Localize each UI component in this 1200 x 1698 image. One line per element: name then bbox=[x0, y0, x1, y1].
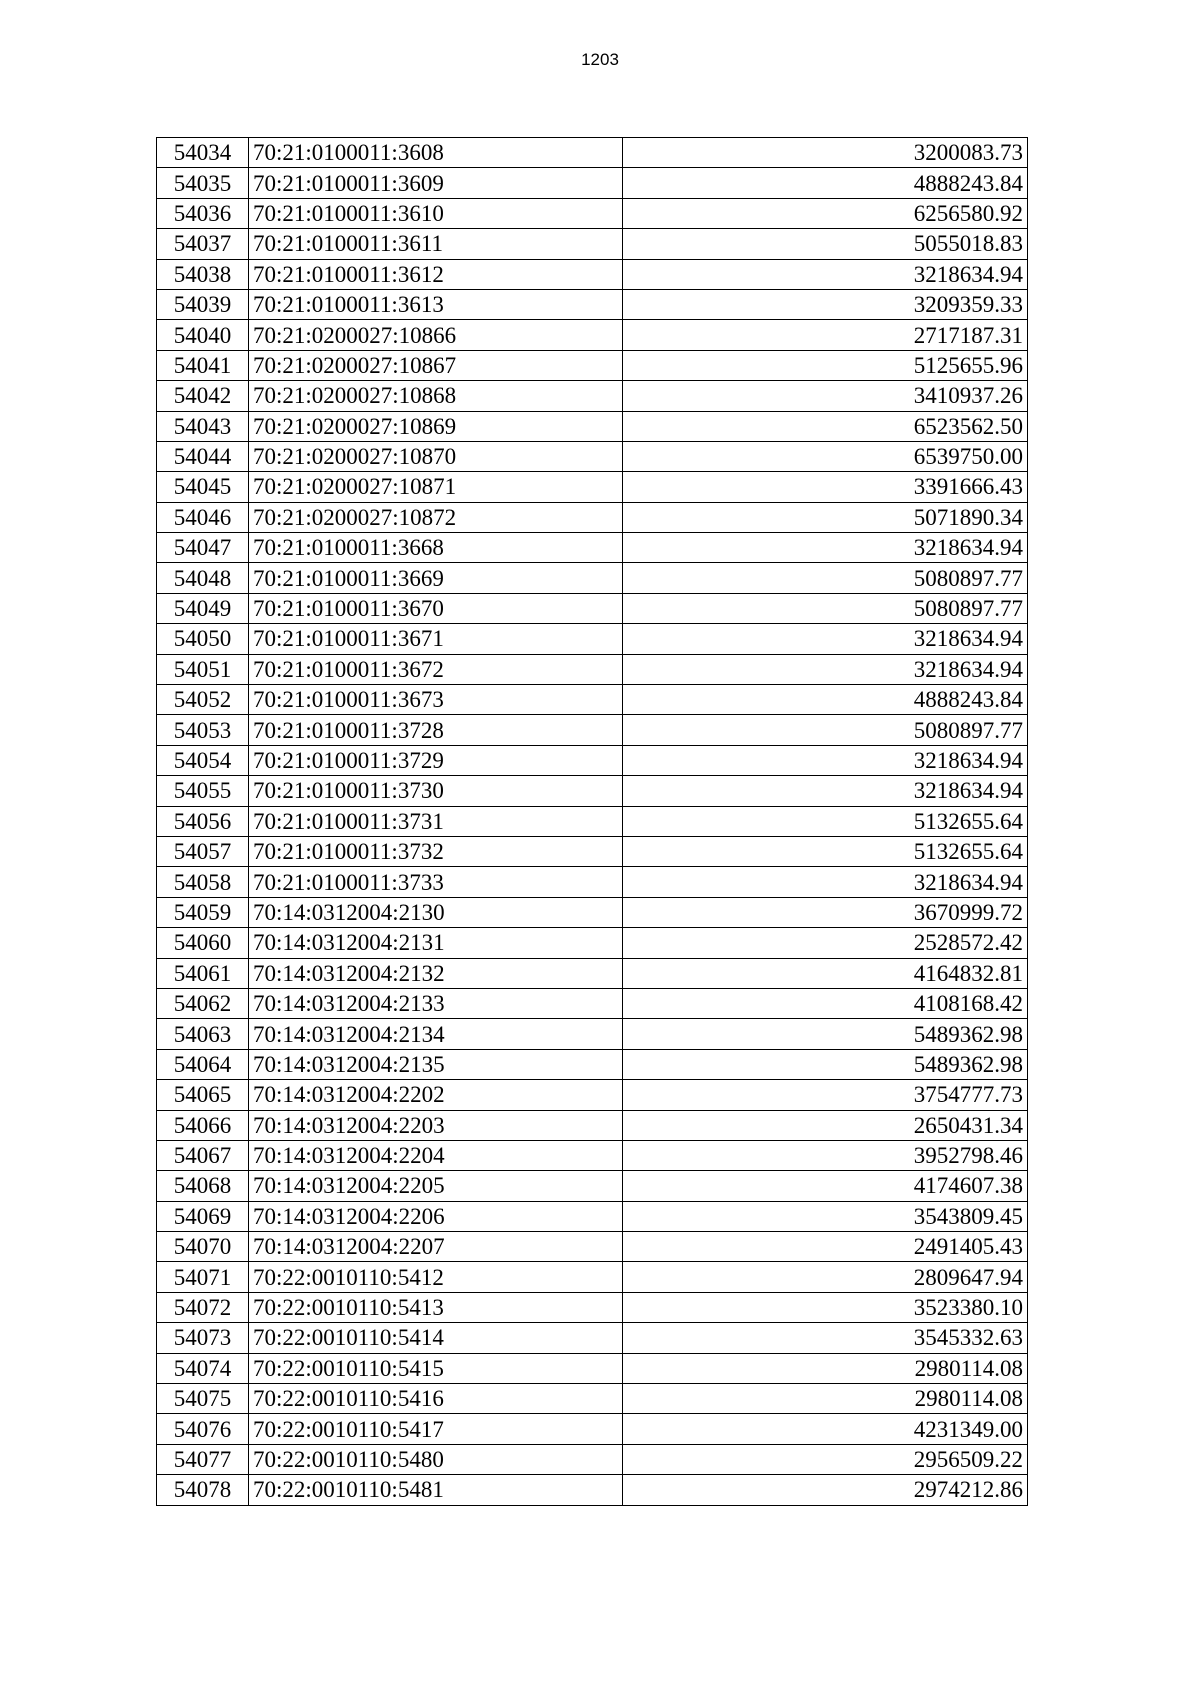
row-number-cell: 54073 bbox=[157, 1323, 249, 1353]
cadastral-value-cell: 2980114.08 bbox=[623, 1353, 1028, 1383]
table-row bbox=[157, 1171, 1028, 1201]
table-row bbox=[157, 289, 1028, 319]
cadastral-value-cell: 5489362.98 bbox=[623, 1049, 1028, 1079]
row-number-cell: 54047 bbox=[157, 533, 249, 563]
table-row bbox=[157, 1262, 1028, 1292]
cadastral-number-cell: 70:22:0010110:5413 bbox=[249, 1292, 623, 1322]
cadastral-number-cell: 70:21:0100011:3672 bbox=[249, 654, 623, 684]
cadastral-value-cell: 4888243.84 bbox=[623, 685, 1028, 715]
row-number-cell: 54055 bbox=[157, 776, 249, 806]
row-number-cell: 54049 bbox=[157, 593, 249, 623]
cadastral-number-cell: 70:21:0100011:3610 bbox=[249, 198, 623, 228]
cadastral-number-cell: 70:14:0312004:2203 bbox=[249, 1110, 623, 1140]
cadastral-number-cell: 70:22:0010110:5412 bbox=[249, 1262, 623, 1292]
cadastral-value-cell: 3754777.73 bbox=[623, 1080, 1028, 1110]
row-number-cell: 54060 bbox=[157, 928, 249, 958]
cadastral-value-cell: 5071890.34 bbox=[623, 502, 1028, 532]
row-number-cell: 54068 bbox=[157, 1171, 249, 1201]
cadastral-number-cell: 70:21:0100011:3732 bbox=[249, 836, 623, 866]
cadastral-value-cell: 5080897.77 bbox=[623, 715, 1028, 745]
table-row bbox=[157, 1353, 1028, 1383]
cadastral-value-cell: 3543809.45 bbox=[623, 1201, 1028, 1231]
cadastral-value-cell: 5489362.98 bbox=[623, 1019, 1028, 1049]
cadastral-value-cell: 4164832.81 bbox=[623, 958, 1028, 988]
cadastral-number-cell: 70:14:0312004:2205 bbox=[249, 1171, 623, 1201]
cadastral-value-cell: 3218634.94 bbox=[623, 654, 1028, 684]
row-number-cell: 54053 bbox=[157, 715, 249, 745]
cadastral-number-cell: 70:21:0200027:10870 bbox=[249, 441, 623, 471]
table-row bbox=[157, 1475, 1028, 1505]
cadastral-value-cell: 3545332.63 bbox=[623, 1323, 1028, 1353]
cadastral-value-cell: 4174607.38 bbox=[623, 1171, 1028, 1201]
cadastral-value-cell: 5125655.96 bbox=[623, 350, 1028, 380]
table-row bbox=[157, 1444, 1028, 1474]
row-number-cell: 54064 bbox=[157, 1049, 249, 1079]
row-number-cell: 54048 bbox=[157, 563, 249, 593]
row-number-cell: 54041 bbox=[157, 350, 249, 380]
cadastral-number-cell: 70:21:0100011:3731 bbox=[249, 806, 623, 836]
cadastral-number-cell: 70:21:0100011:3609 bbox=[249, 168, 623, 198]
cadastral-value-cell: 2650431.34 bbox=[623, 1110, 1028, 1140]
cadastral-number-cell: 70:14:0312004:2206 bbox=[249, 1201, 623, 1231]
cadastral-value-cell: 2491405.43 bbox=[623, 1232, 1028, 1262]
cadastral-number-cell: 70:21:0100011:3611 bbox=[249, 229, 623, 259]
cadastral-number-cell: 70:21:0100011:3668 bbox=[249, 533, 623, 563]
row-number-cell: 54052 bbox=[157, 685, 249, 715]
cadastral-value-cell: 3670999.72 bbox=[623, 897, 1028, 927]
cadastral-number-cell: 70:21:0200027:10868 bbox=[249, 381, 623, 411]
cadastral-value-cell: 2974212.86 bbox=[623, 1475, 1028, 1505]
table-row bbox=[157, 1232, 1028, 1262]
cadastral-value-cell: 3952798.46 bbox=[623, 1140, 1028, 1170]
row-number-cell: 54065 bbox=[157, 1080, 249, 1110]
table-row bbox=[157, 836, 1028, 866]
table-row bbox=[157, 198, 1028, 228]
row-number-cell: 54037 bbox=[157, 229, 249, 259]
table-row bbox=[157, 259, 1028, 289]
table-row bbox=[157, 897, 1028, 927]
cadastral-value-cell: 6256580.92 bbox=[623, 198, 1028, 228]
cadastral-number-cell: 70:21:0200027:10867 bbox=[249, 350, 623, 380]
table-row bbox=[157, 958, 1028, 988]
cadastral-value-cell: 3391666.43 bbox=[623, 472, 1028, 502]
cadastral-value-cell: 3523380.10 bbox=[623, 1292, 1028, 1322]
row-number-cell: 54066 bbox=[157, 1110, 249, 1140]
cadastral-value-cell: 6539750.00 bbox=[623, 441, 1028, 471]
row-number-cell: 54076 bbox=[157, 1414, 249, 1444]
table-row bbox=[157, 685, 1028, 715]
cadastral-number-cell: 70:21:0100011:3730 bbox=[249, 776, 623, 806]
cadastral-number-cell: 70:14:0312004:2204 bbox=[249, 1140, 623, 1170]
table-row bbox=[157, 988, 1028, 1018]
row-number-cell: 54056 bbox=[157, 806, 249, 836]
cadastral-number-cell: 70:21:0100011:3671 bbox=[249, 624, 623, 654]
cadastral-value-cell: 5132655.64 bbox=[623, 806, 1028, 836]
table-row bbox=[157, 229, 1028, 259]
row-number-cell: 54062 bbox=[157, 988, 249, 1018]
cadastral-number-cell: 70:21:0100011:3613 bbox=[249, 289, 623, 319]
row-number-cell: 54039 bbox=[157, 289, 249, 319]
table-row bbox=[157, 472, 1028, 502]
row-number-cell: 54078 bbox=[157, 1475, 249, 1505]
cadastral-value-cell: 2528572.42 bbox=[623, 928, 1028, 958]
cadastral-number-cell: 70:14:0312004:2202 bbox=[249, 1080, 623, 1110]
table-row bbox=[157, 1019, 1028, 1049]
cadastral-number-cell: 70:14:0312004:2132 bbox=[249, 958, 623, 988]
table-row bbox=[157, 1384, 1028, 1414]
cadastral-value-table bbox=[156, 137, 1028, 1506]
cadastral-number-cell: 70:22:0010110:5481 bbox=[249, 1475, 623, 1505]
cadastral-number-cell: 70:22:0010110:5417 bbox=[249, 1414, 623, 1444]
table-row bbox=[157, 563, 1028, 593]
cadastral-number-cell: 70:21:0100011:3670 bbox=[249, 593, 623, 623]
cadastral-value-cell: 2717187.31 bbox=[623, 320, 1028, 350]
row-number-cell: 54059 bbox=[157, 897, 249, 927]
cadastral-value-cell: 4888243.84 bbox=[623, 168, 1028, 198]
table-row bbox=[157, 867, 1028, 897]
row-number-cell: 54072 bbox=[157, 1292, 249, 1322]
cadastral-number-cell: 70:21:0100011:3733 bbox=[249, 867, 623, 897]
table-row bbox=[157, 381, 1028, 411]
cadastral-value-cell: 2980114.08 bbox=[623, 1384, 1028, 1414]
table-body bbox=[157, 138, 1028, 1506]
cadastral-value-cell: 3209359.33 bbox=[623, 289, 1028, 319]
cadastral-number-cell: 70:14:0312004:2135 bbox=[249, 1049, 623, 1079]
row-number-cell: 54045 bbox=[157, 472, 249, 502]
row-number-cell: 54036 bbox=[157, 198, 249, 228]
cadastral-value-cell: 3200083.73 bbox=[623, 138, 1028, 168]
cadastral-value-cell: 3218634.94 bbox=[623, 624, 1028, 654]
table-row bbox=[157, 806, 1028, 836]
cadastral-number-cell: 70:21:0100011:3729 bbox=[249, 745, 623, 775]
table-row bbox=[157, 320, 1028, 350]
cadastral-value-cell: 5132655.64 bbox=[623, 836, 1028, 866]
table-row bbox=[157, 1201, 1028, 1231]
table-row bbox=[157, 928, 1028, 958]
cadastral-number-cell: 70:21:0200027:10869 bbox=[249, 411, 623, 441]
row-number-cell: 54077 bbox=[157, 1444, 249, 1474]
cadastral-value-cell: 3410937.26 bbox=[623, 381, 1028, 411]
row-number-cell: 54074 bbox=[157, 1353, 249, 1383]
cadastral-number-cell: 70:21:0100011:3673 bbox=[249, 685, 623, 715]
table-row bbox=[157, 776, 1028, 806]
row-number-cell: 54035 bbox=[157, 168, 249, 198]
cadastral-value-cell: 3218634.94 bbox=[623, 776, 1028, 806]
cadastral-value-cell: 3218634.94 bbox=[623, 259, 1028, 289]
table-row bbox=[157, 1110, 1028, 1140]
row-number-cell: 54042 bbox=[157, 381, 249, 411]
cadastral-number-cell: 70:14:0312004:2133 bbox=[249, 988, 623, 1018]
cadastral-number-cell: 70:21:0100011:3612 bbox=[249, 259, 623, 289]
row-number-cell: 54071 bbox=[157, 1262, 249, 1292]
table-row bbox=[157, 1323, 1028, 1353]
row-number-cell: 54046 bbox=[157, 502, 249, 532]
row-number-cell: 54057 bbox=[157, 836, 249, 866]
row-number-cell: 54075 bbox=[157, 1384, 249, 1414]
row-number-cell: 54058 bbox=[157, 867, 249, 897]
cadastral-number-cell: 70:21:0100011:3669 bbox=[249, 563, 623, 593]
table-row bbox=[157, 441, 1028, 471]
cadastral-number-cell: 70:21:0200027:10872 bbox=[249, 502, 623, 532]
row-number-cell: 54040 bbox=[157, 320, 249, 350]
row-number-cell: 54050 bbox=[157, 624, 249, 654]
cadastral-value-cell: 5080897.77 bbox=[623, 593, 1028, 623]
table-row bbox=[157, 745, 1028, 775]
cadastral-value-cell: 3218634.94 bbox=[623, 745, 1028, 775]
row-number-cell: 54054 bbox=[157, 745, 249, 775]
row-number-cell: 54067 bbox=[157, 1140, 249, 1170]
table-row bbox=[157, 593, 1028, 623]
cadastral-value-cell: 5080897.77 bbox=[623, 563, 1028, 593]
cadastral-number-cell: 70:14:0312004:2130 bbox=[249, 897, 623, 927]
table-row bbox=[157, 1414, 1028, 1444]
cadastral-value-cell: 6523562.50 bbox=[623, 411, 1028, 441]
table-row bbox=[157, 502, 1028, 532]
cadastral-number-cell: 70:21:0200027:10871 bbox=[249, 472, 623, 502]
cadastral-number-cell: 70:22:0010110:5480 bbox=[249, 1444, 623, 1474]
cadastral-number-cell: 70:21:0200027:10866 bbox=[249, 320, 623, 350]
cadastral-number-cell: 70:22:0010110:5415 bbox=[249, 1353, 623, 1383]
row-number-cell: 54051 bbox=[157, 654, 249, 684]
table-row bbox=[157, 168, 1028, 198]
table-row bbox=[157, 350, 1028, 380]
table-row bbox=[157, 1292, 1028, 1322]
row-number-cell: 54063 bbox=[157, 1019, 249, 1049]
table-row bbox=[157, 138, 1028, 168]
cadastral-value-cell: 3218634.94 bbox=[623, 533, 1028, 563]
cadastral-value-cell: 2956509.22 bbox=[623, 1444, 1028, 1474]
table-row bbox=[157, 715, 1028, 745]
table-row bbox=[157, 1080, 1028, 1110]
cadastral-number-cell: 70:22:0010110:5414 bbox=[249, 1323, 623, 1353]
cadastral-number-cell: 70:14:0312004:2207 bbox=[249, 1232, 623, 1262]
cadastral-value-cell: 3218634.94 bbox=[623, 867, 1028, 897]
table-row bbox=[157, 411, 1028, 441]
cadastral-value-cell: 4108168.42 bbox=[623, 988, 1028, 1018]
row-number-cell: 54038 bbox=[157, 259, 249, 289]
row-number-cell: 54070 bbox=[157, 1232, 249, 1262]
table-row bbox=[157, 1049, 1028, 1079]
row-number-cell: 54044 bbox=[157, 441, 249, 471]
row-number-cell: 54069 bbox=[157, 1201, 249, 1231]
cadastral-number-cell: 70:14:0312004:2134 bbox=[249, 1019, 623, 1049]
table-row bbox=[157, 1140, 1028, 1170]
cadastral-value-cell: 5055018.83 bbox=[623, 229, 1028, 259]
cadastral-value-cell: 4231349.00 bbox=[623, 1414, 1028, 1444]
table-row bbox=[157, 654, 1028, 684]
row-number-cell: 54043 bbox=[157, 411, 249, 441]
row-number-cell: 54034 bbox=[157, 138, 249, 168]
table-row bbox=[157, 533, 1028, 563]
cadastral-number-cell: 70:21:0100011:3608 bbox=[249, 138, 623, 168]
cadastral-number-cell: 70:14:0312004:2131 bbox=[249, 928, 623, 958]
cadastral-value-cell: 2809647.94 bbox=[623, 1262, 1028, 1292]
cadastral-number-cell: 70:21:0100011:3728 bbox=[249, 715, 623, 745]
cadastral-number-cell: 70:22:0010110:5416 bbox=[249, 1384, 623, 1414]
page-number: 1203 bbox=[581, 50, 619, 69]
table-row bbox=[157, 624, 1028, 654]
row-number-cell: 54061 bbox=[157, 958, 249, 988]
